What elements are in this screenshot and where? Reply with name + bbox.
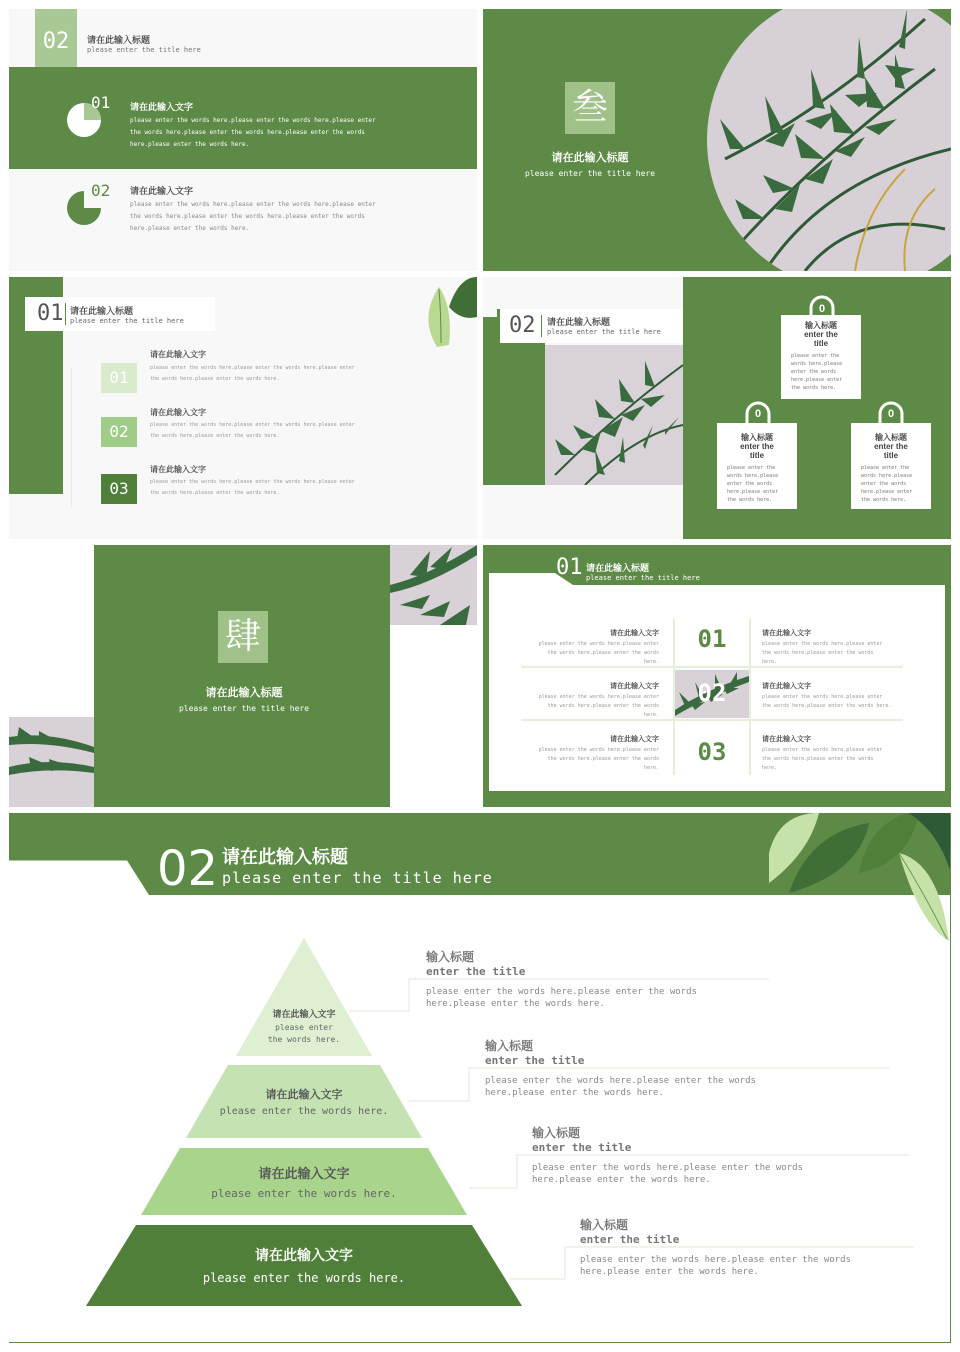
cell-body: please enter the words here.please enter the words here.please enter the words here. <box>762 694 892 709</box>
slide-title-en: please enter the title here <box>222 869 493 887</box>
slide-title-cn: 请在此输入标题 <box>547 317 611 327</box>
list-number-box: 01 <box>101 363 137 393</box>
slide-title-cn: 请在此输入标题 <box>205 687 283 699</box>
slide-number: 02 <box>42 29 70 54</box>
row-number: 02 <box>697 679 727 707</box>
slide-title-cn: 请在此输入标题 <box>70 306 134 316</box>
slide-title-en: please enter the title here <box>524 169 656 178</box>
row-number: 01 <box>697 625 727 653</box>
slide-5 <box>9 545 477 807</box>
header-band <box>483 545 951 585</box>
cell-title: 请在此输入文字 <box>762 736 811 743</box>
note-1: 输入标题 enter the title please enter the words here.please enter the words here.please enter the words here. <box>426 950 697 1009</box>
chapter-char-box <box>218 611 268 663</box>
card-tab-label: 0 <box>887 408 895 420</box>
item-body: please enter the words here.please enter the words here.please enter the words here.please enter the words here.please enter the words here.please enter the words here. <box>130 201 376 232</box>
slide-4 <box>483 277 951 539</box>
info-card: 输入标题 enter the title please enter the words here.please enter the words here.please enter the words here. <box>851 423 931 509</box>
card-tab-label: 0 <box>818 303 826 315</box>
slide-title-en: please enter the title here <box>178 704 310 713</box>
item-title: 请在此输入文字 <box>130 102 194 112</box>
info-card: 输入标题 enter the title please enter the words here.please enter the words here.please enter the words here. <box>781 315 861 399</box>
chapter-char: 肆 <box>224 616 261 657</box>
palm-photo-circle <box>705 9 951 271</box>
slide-number: 01 <box>37 301 64 326</box>
cell-title: 请在此输入文字 <box>610 630 659 637</box>
info-card: 输入标题 enter the title please enter the words here.please enter the words here.please enter the words here. <box>717 423 797 509</box>
slide-title-en: please enter the title here <box>70 317 184 325</box>
slide-3 <box>9 277 477 539</box>
slide-title-cn: 请在此输入标题 <box>87 35 151 45</box>
slide-6 <box>483 545 951 807</box>
item-body: please enter the words here.please enter the words here.please enter the words here.please enter the words here. <box>150 479 355 496</box>
pyramid-text-4: 请在此输入文字 please enter the words here. <box>202 1247 406 1285</box>
footer-band <box>483 791 951 807</box>
item-title: 请在此输入文字 <box>130 186 194 196</box>
item-title: 请在此输入文字 <box>150 350 206 359</box>
pyramid-text-2: 请在此输入文字 please enter the words here. <box>219 1089 389 1117</box>
slide-number: 01 <box>556 555 583 580</box>
list-number-box: 02 <box>101 417 137 447</box>
item-title: 请在此输入文字 <box>150 465 206 474</box>
cell-title: 请在此输入文字 <box>762 683 811 690</box>
slide-number: 02 <box>509 313 536 338</box>
item-body: please enter the words here.please enter the words here.please enter the words here.please enter the words here. <box>150 422 355 439</box>
item-num: 02 <box>91 181 111 200</box>
slide-title-en: please enter the title here <box>547 328 661 336</box>
slide-title-en: please enter the title here <box>586 574 700 582</box>
cell-body: please enter the words here.please enter the words here.please enter the words here. <box>538 747 659 771</box>
note-2: 输入标题 enter the title please enter the words here.please enter the words here.please enter the words here. <box>485 1039 756 1098</box>
cell-body: please enter the words here.please enter the words here.please enter the words here. <box>762 641 883 665</box>
cell-title: 请在此输入文字 <box>610 736 659 743</box>
slide-title-en: please enter the title here <box>87 46 201 54</box>
cell-title: 请在此输入文字 <box>610 683 659 690</box>
palm-photo <box>9 717 94 807</box>
slide-title-cn: 请在此输入标题 <box>586 563 650 573</box>
card-tab-label: 0 <box>754 408 762 420</box>
palm-photo <box>545 345 683 485</box>
item-title: 请在此输入文字 <box>150 408 206 417</box>
slide-2 <box>483 9 951 271</box>
item-body: please enter the words here.please enter the words here.please enter the words here.please enter the words here.please enter the words here.please enter the words here. <box>130 117 376 148</box>
slide-title-cn: 请在此输入标题 <box>222 847 348 867</box>
slide-title-cn: 请在此输入标题 <box>551 152 629 164</box>
note-3: 输入标题 enter the title please enter the words here.please enter the words here.please enter the words here. <box>532 1126 803 1185</box>
item-body: please enter the words here.please enter the words here.please enter the words here.please enter the words here. <box>150 365 355 382</box>
title-panel <box>94 545 390 807</box>
slide-1 <box>9 9 477 271</box>
palm-photo <box>390 545 477 625</box>
pyramid-text-1: 请在此输入文字 please enter the words here. <box>267 1009 341 1044</box>
cell-title: 请在此输入文字 <box>762 630 811 637</box>
pyramid-text-3: 请在此输入文字 please enter the words here. <box>211 1166 397 1200</box>
cell-body: please enter the words here.please enter the words here.please enter the words here. <box>762 747 883 771</box>
chapter-char-box <box>565 82 615 134</box>
slide-7 <box>9 813 951 1343</box>
chapter-char: 叁 <box>571 87 608 128</box>
item-num: 01 <box>91 93 111 112</box>
cell-body: please enter the words here.please enter the words here.please enter the words here. <box>538 641 659 665</box>
list-number-box: 03 <box>101 474 137 504</box>
leaf-photo <box>419 277 477 347</box>
row-number: 03 <box>697 738 727 766</box>
slide-number: 02 <box>157 841 219 897</box>
note-4: 输入标题 enter the title please enter the words here.please enter the words here.please enter the words here. <box>580 1218 851 1277</box>
cell-body: please enter the words here.please enter the words here.please enter the words here. <box>538 694 659 718</box>
